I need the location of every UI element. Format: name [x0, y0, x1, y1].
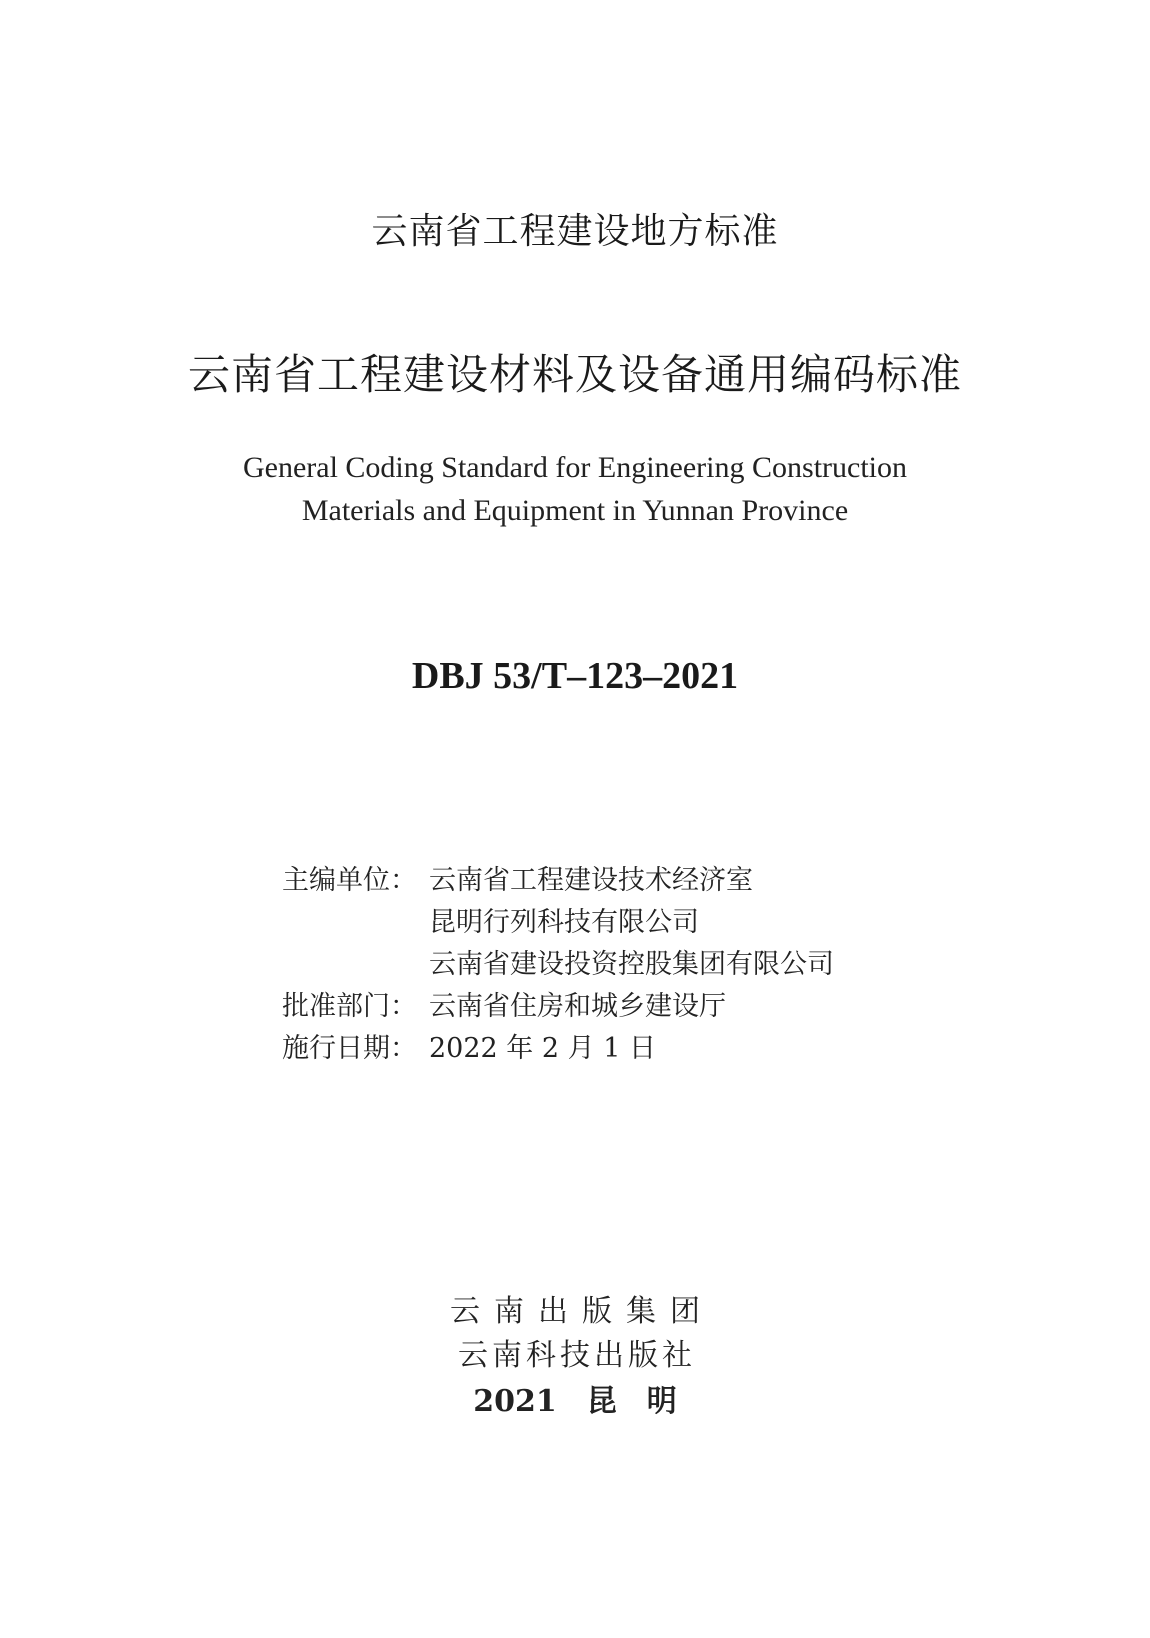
editor-unit-2: 昆明行列科技有限公司 — [429, 907, 699, 938]
standard-code: DBJ 53/T–123–2021 — [411, 655, 739, 697]
editor-unit-1: 云南省工程建设技术经济室 — [429, 865, 753, 896]
approver-row — [282, 986, 834, 1028]
english-title — [0, 446, 1150, 532]
editor-label: 主编单位： — [282, 865, 417, 896]
publisher-group: 云南出版集团 — [450, 1294, 714, 1329]
editor-row — [282, 860, 834, 986]
publisher-block — [0, 1290, 1150, 1424]
editor-values — [429, 860, 834, 986]
series-title: 云南省工程建设地方标准 — [371, 211, 779, 252]
english-title-line-2: Materials and Equipment in Yunnan Province — [301, 494, 849, 527]
effective-date-row — [282, 1028, 834, 1070]
effective-date-value: 2022 年 2 月 1 日 — [429, 1033, 656, 1064]
publisher-press: 云南科技出版社 — [458, 1338, 696, 1373]
approver-value: 云南省住房和城乡建设厅 — [429, 991, 726, 1022]
info-block — [282, 860, 834, 1070]
editor-unit-3: 云南省建设投资控股集团有限公司 — [429, 949, 834, 980]
approver-label: 批准部门： — [282, 991, 417, 1022]
publication-year-place: 2021 昆 明 — [473, 1384, 677, 1419]
main-title: 云南省工程建设材料及设备通用编码标准 — [187, 350, 962, 399]
effective-date-label: 施行日期： — [282, 1033, 417, 1064]
english-title-line-1: General Coding Standard for Engineering Construction — [242, 451, 907, 484]
